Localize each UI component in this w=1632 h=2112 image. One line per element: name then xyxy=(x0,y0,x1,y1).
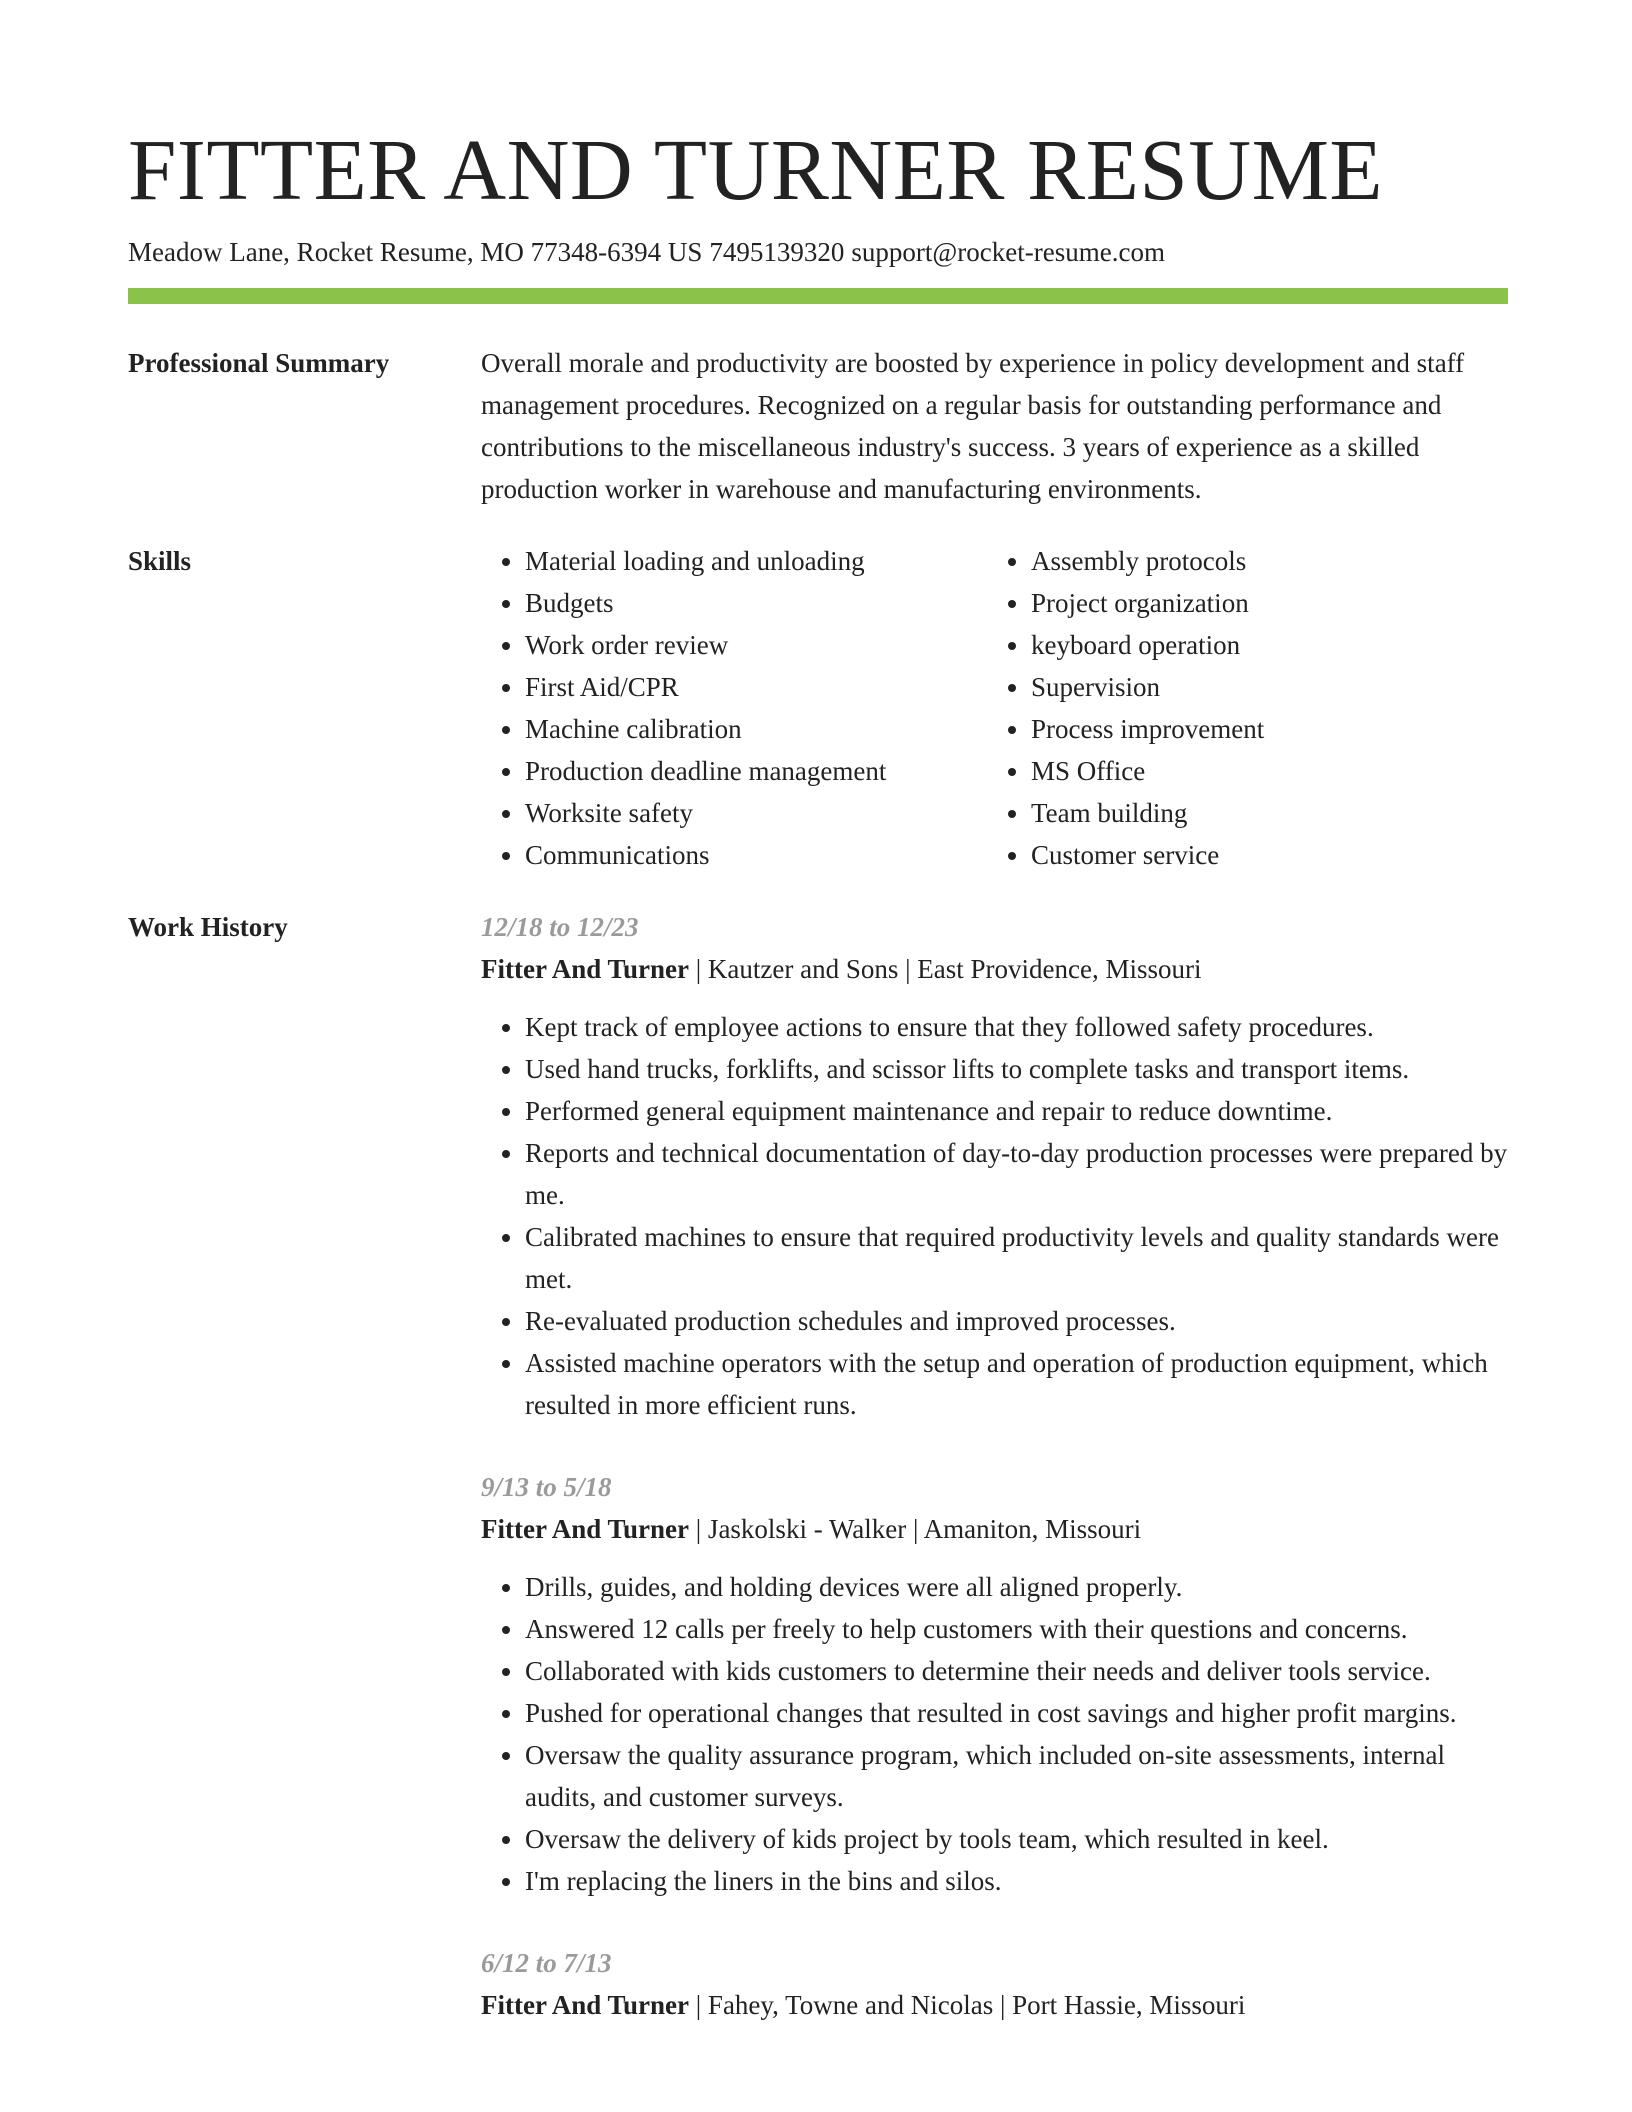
summary-section xyxy=(128,342,1508,510)
job-employer-location: | Jaskolski - Walker | Amaniton, Missouri xyxy=(689,1514,1142,1544)
skill-item: • Supervision xyxy=(1031,666,1508,708)
skill-item: • First Aid/CPR xyxy=(525,666,987,708)
skill-item: • Customer service xyxy=(1031,834,1508,876)
job-dates: 6/12 to 7/13 xyxy=(481,1948,612,1978)
job-title: Fitter And Turner xyxy=(481,1514,690,1544)
job-title: Fitter And Turner xyxy=(481,954,690,984)
job-bullet: • Answered 12 calls per freely to help customers with their questions and concerns. xyxy=(525,1608,1508,1650)
contact-line xyxy=(128,232,1508,272)
skill-item: • Material loading and unloading xyxy=(525,540,987,582)
job-employer-location: | Fahey, Towne and Nicolas | Port Hassie, Missouri xyxy=(689,1990,1246,2020)
job-bullet: • Reports and technical documentation of day-to-day production processes were prepared by me. xyxy=(525,1132,1508,1216)
contact-phone: 7495139320 xyxy=(709,237,845,267)
skill-item: • Budgets xyxy=(525,582,987,624)
section-label-work-history: Work History xyxy=(128,912,288,942)
skills-columns xyxy=(481,540,1508,876)
skills-list-right xyxy=(987,540,1508,876)
contact-email: support@rocket-resume.com xyxy=(851,237,1165,267)
resume-page xyxy=(128,118,1508,2066)
job-employer-location: | Kautzer and Sons | East Providence, Missouri xyxy=(689,954,1202,984)
job-bullet: • Kept track of employee actions to ensure that they followed safety procedures. xyxy=(525,1006,1508,1048)
skill-item: • MS Office xyxy=(1031,750,1508,792)
job-bullet: • Collaborated with kids customers to determine their needs and deliver tools service. xyxy=(525,1650,1508,1692)
accent-divider xyxy=(128,288,1508,304)
job-bullet: • Pushed for operational changes that resulted in cost savings and higher profit margins. xyxy=(525,1692,1508,1734)
job-dates: 12/18 to 12/23 xyxy=(481,912,639,942)
job-bullet: • Oversaw the quality assurance program, which included on-site assessments, internal audits, and customer surveys. xyxy=(525,1734,1508,1818)
job-bullet: • Used hand trucks, forklifts, and scissor lifts to complete tasks and transport items. xyxy=(525,1048,1508,1090)
job-bullet: • Drills, guides, and holding devices were all aligned properly. xyxy=(525,1566,1508,1608)
resume-title: FITTER AND TURNER RESUME xyxy=(128,121,1384,218)
job-entry xyxy=(481,1942,1508,2026)
job-bullet: • Performed general equipment maintenance and repair to reduce downtime. xyxy=(525,1090,1508,1132)
skill-item: • Worksite safety xyxy=(525,792,987,834)
skills-body xyxy=(481,540,1508,876)
job-entry xyxy=(481,906,1508,1426)
contact-address: Meadow Lane, Rocket Resume, MO 77348-6394 US xyxy=(128,237,703,267)
skill-item: • Work order review xyxy=(525,624,987,666)
job-entry xyxy=(481,1466,1508,1902)
skill-item: • Communications xyxy=(525,834,987,876)
skill-item: • Project organization xyxy=(1031,582,1508,624)
skill-item: • Production deadline management xyxy=(525,750,987,792)
summary-body xyxy=(481,342,1508,510)
job-bullet: • Calibrated machines to ensure that required productivity levels and quality standards were met. xyxy=(525,1216,1508,1300)
summary-text: Overall morale and productivity are boosted by experience in policy development and staff management procedures. Recognized on a regular basis for outstanding performance and contributions to the miscellaneous industry's success. 3 years of experience as a skilled production worker in warehouse and manufacturing environments. xyxy=(481,348,1465,504)
work-history-section xyxy=(128,906,1508,2066)
skill-item: • Team building xyxy=(1031,792,1508,834)
job-bullets xyxy=(481,1006,1508,1426)
job-title: Fitter And Turner xyxy=(481,1990,690,2020)
job-dates: 9/13 to 5/18 xyxy=(481,1472,612,1502)
skills-section xyxy=(128,540,1508,876)
skill-item: • Assembly protocols xyxy=(1031,540,1508,582)
job-bullet: • Re-evaluated production schedules and improved processes. xyxy=(525,1300,1508,1342)
job-heading xyxy=(481,948,1508,990)
job-heading xyxy=(481,1508,1508,1550)
section-label-skills: Skills xyxy=(128,546,192,576)
skills-list-left xyxy=(481,540,987,876)
skill-item: • Machine calibration xyxy=(525,708,987,750)
job-bullet: • Assisted machine operators with the setup and operation of production equipment, which resulted in more efficient runs. xyxy=(525,1342,1508,1426)
job-bullet: • I'm replacing the liners in the bins and silos. xyxy=(525,1860,1508,1902)
job-bullets xyxy=(481,1566,1508,1902)
work-history-body xyxy=(481,906,1508,2066)
skill-item: • keyboard operation xyxy=(1031,624,1508,666)
job-bullet: • Oversaw the delivery of kids project by tools team, which resulted in keel. xyxy=(525,1818,1508,1860)
job-heading xyxy=(481,1984,1508,2026)
skill-item: • Process improvement xyxy=(1031,708,1508,750)
section-label-summary: Professional Summary xyxy=(128,348,390,378)
